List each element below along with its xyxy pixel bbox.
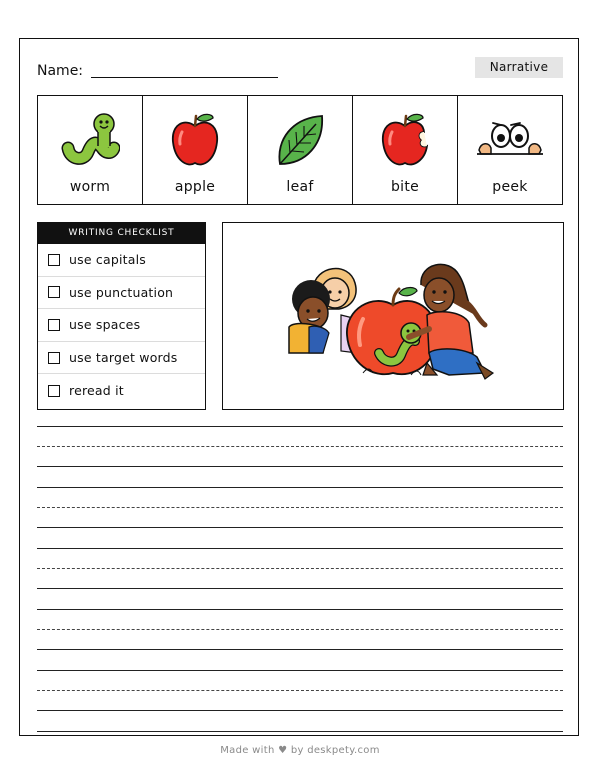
genre-badge: Narrative <box>475 57 563 78</box>
vocab-card-peek <box>458 96 562 204</box>
writing-line[interactable] <box>37 588 563 589</box>
vocabulary-strip <box>37 95 563 205</box>
writing-line[interactable] <box>37 670 563 671</box>
footer-suffix: by deskpety.com <box>290 745 380 756</box>
checklist-item[interactable] <box>38 309 205 342</box>
heart-icon: ♥ <box>278 745 288 756</box>
writing-line[interactable] <box>37 527 563 528</box>
story-picture <box>222 222 564 410</box>
checklist-item[interactable] <box>38 342 205 375</box>
worm-icon <box>38 106 142 174</box>
checklist-item-label: use capitals <box>69 252 146 268</box>
checklist-item-label: use target words <box>69 350 178 366</box>
vocab-word: apple <box>174 179 216 195</box>
checklist-item-label: reread it <box>69 383 124 399</box>
vocab-card-apple <box>143 96 248 204</box>
checkbox[interactable] <box>48 319 60 331</box>
vocab-card-worm <box>38 96 143 204</box>
checkbox[interactable] <box>48 352 60 364</box>
writing-midline <box>37 568 563 569</box>
vocab-word: peek <box>492 179 528 195</box>
writing-line[interactable] <box>37 487 563 488</box>
writing-line[interactable] <box>37 426 563 427</box>
bitten-apple-icon <box>353 106 457 174</box>
writing-midline <box>37 446 563 447</box>
checklist-item-label: use punctuation <box>69 284 174 300</box>
name-label: Name: <box>37 63 84 79</box>
name-row <box>37 59 297 83</box>
writing-line[interactable] <box>37 466 563 467</box>
checkbox[interactable] <box>48 286 60 298</box>
checklist-item[interactable] <box>38 277 205 310</box>
writing-line[interactable] <box>37 731 563 732</box>
footer-credit <box>0 745 600 756</box>
peeking-eyes-icon <box>458 106 562 174</box>
leaf-icon <box>248 106 352 174</box>
name-write-line[interactable] <box>91 77 278 78</box>
vocab-word: bite <box>390 179 420 195</box>
checklist-item[interactable] <box>38 374 205 407</box>
vocab-word: leaf <box>286 179 314 195</box>
writing-line[interactable] <box>37 548 563 549</box>
checkbox[interactable] <box>48 385 60 397</box>
vocab-card-bite <box>353 96 458 204</box>
vocab-card-leaf <box>248 96 353 204</box>
kids-looking-at-worm-in-apple-illustration <box>223 223 562 408</box>
checklist-title: WRITING CHECKLIST <box>38 223 205 244</box>
writing-midline <box>37 690 563 691</box>
writing-midline <box>37 629 563 630</box>
writing-line[interactable] <box>37 710 563 711</box>
writing-midline <box>37 507 563 508</box>
writing-line[interactable] <box>37 609 563 610</box>
footer-prefix: Made with <box>220 745 275 756</box>
checklist-item-label: use spaces <box>69 317 141 333</box>
writing-line[interactable] <box>37 649 563 650</box>
checkbox[interactable] <box>48 254 60 266</box>
worksheet <box>19 38 579 736</box>
checklist-item[interactable] <box>38 244 205 277</box>
apple-icon <box>143 106 247 174</box>
vocab-word: worm <box>69 179 111 195</box>
writing-checklist <box>37 222 206 410</box>
